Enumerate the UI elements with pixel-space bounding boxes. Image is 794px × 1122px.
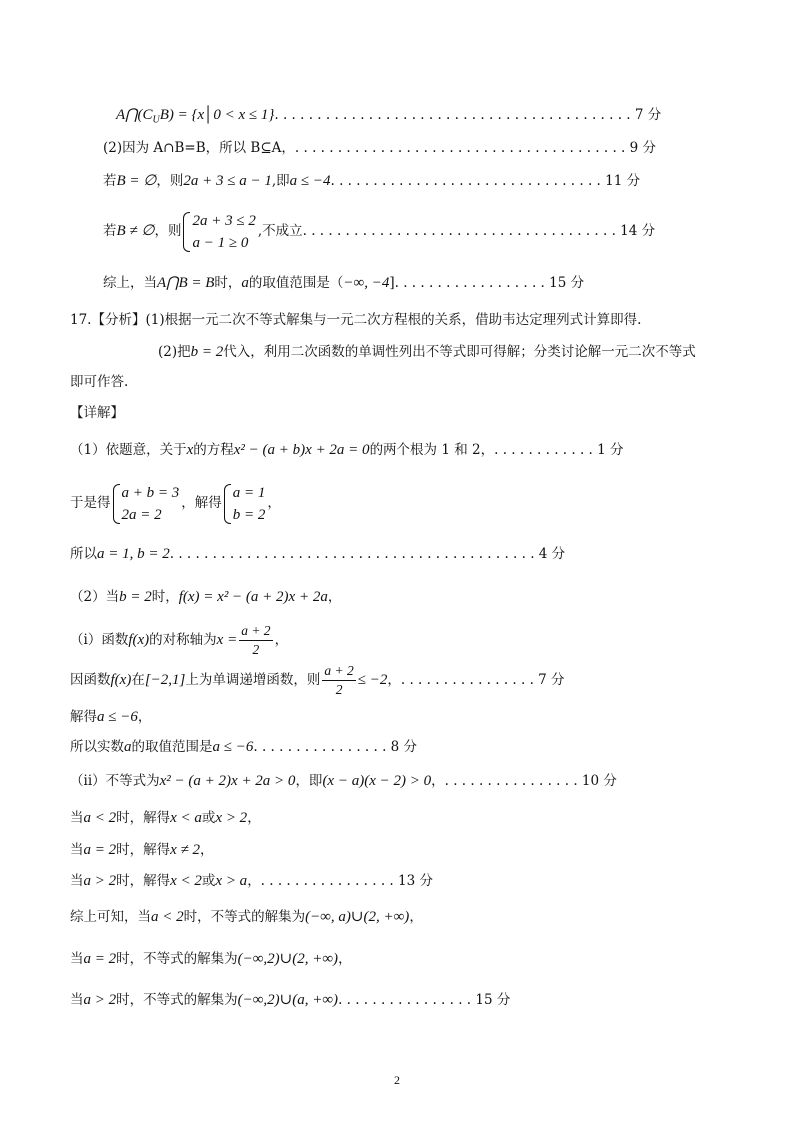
- fraction: $\frac{a + 2}{2}$: [241, 623, 271, 657]
- line-summary-case-1: 综上可知，当a < 2时，不等式的解集为(−∞, a)∪(2, +∞)，: [70, 909, 423, 925]
- heading-details: 【详解】: [70, 405, 124, 421]
- page-number: 2: [394, 1073, 400, 1087]
- line-inequality: （ii）不等式为x² − (a + 2)x + 2a > 0，即(x − a)(x − 2) > 0，. . . . . . . . . . . . . . . . 10 分: [70, 773, 617, 789]
- line-solve-a: 解得a ≤ −6，: [70, 709, 152, 725]
- line-q17-analysis: 17.【分析】(1)根据一元二次不等式解集与一元二次方程根的关系，借助韦达定理列式计算即得.: [70, 312, 642, 328]
- line-case-a-eq-2: 当a = 2时，解得x ≠ 2，: [70, 842, 214, 858]
- inequality-system: 2a + 3 ≤ 2 a − 1 ≥ 0: [183, 210, 255, 254]
- line-case-a-lt-2: 当a < 2时，解得x < a或x > 2，: [70, 810, 261, 826]
- line-summary-case-2: 当a = 2时，不等式的解集为(−∞,2)∪(2, +∞)，: [70, 951, 352, 967]
- line-range-a: 所以实数a的取值范围是a ≤ −6. . . . . . . . . . . . . . . . 8 分: [70, 739, 418, 755]
- line-q17-analysis-2: (2)把b = 2代入，利用二次函数的单调性列出不等式即可得解；分类讨论解一元二次不等式: [158, 344, 696, 360]
- equation-system: a + b = 3 2a = 2: [113, 482, 180, 526]
- line-case-a-gt-2: 当a > 2时，解得x < 2或x > a，. . . . . . . . . . . . . . . . 13 分: [70, 873, 433, 889]
- solution-system: a = 1 b = 2: [224, 482, 266, 526]
- line-summary-range: 综上，当A⋂B = B时，a的取值范围是（−∞, −4]. . . . . . . . . . . . . . . . . . 15 分: [103, 275, 585, 291]
- line-part2-subset: (2)因为 A∩B=B，所以 B⊆A，. . . . . . . . . . . . . . . . . . . . . . . . . . . . . . . . . . . . . . . 9 分: [103, 140, 656, 156]
- line-set-complement: $A⋂(C_UB)$ = {x│0 < x ≤ 1}. . . . . . . . . . . . . . . . . . . . . . . . . . . . . . . . . . . . . . . . . . 7 分: [116, 107, 662, 126]
- line-q17-analysis-3: 即可作答.: [70, 374, 129, 390]
- line-monotone-condition: 因函数f(x)在[−2,1]上为单调递增函数，则 $\frac{a + 2}{2}$ ≤ −2，. . . . . . . . . . . . . . . . 7 分: [70, 663, 565, 697]
- line-part2-function: （2）当b = 2时，f(x) = x² − (a + 2)x + 2a，: [70, 589, 342, 605]
- line-symmetry-axis: （i）函数f(x)的对称轴为x = $\frac{a + 2}{2}$ ，: [70, 623, 289, 657]
- line-part1-system: 于是得 a + b = 3 2a = 2 ，解得 a = 1 b = 2 ，: [70, 478, 281, 528]
- line-part1-roots: （1）依题意，关于x的方程x² − (a + b)x + 2a = 0的两个根为 1 和 2，. . . . . . . . . . . . 1 分: [70, 442, 624, 458]
- line-b-empty: 若B = ∅，则2a + 3 ≤ a − 1,即a ≤ −4. . . . . . . . . . . . . . . . . . . . . . . . . . . . . . . . 11 分: [103, 173, 641, 189]
- line-summary-case-3: 当a > 2时，不等式的解集为(−∞,2)∪(a, +∞). . . . . . . . . . . . . . . . 15 分: [70, 992, 511, 1008]
- line-part1-result: 所以a = 1, b = 2. . . . . . . . . . . . . . . . . . . . . . . . . . . . . . . . . . . . . . . . . . . 4 分: [70, 546, 566, 562]
- line-b-nonempty: 若B ≠ ∅，则 2a + 3 ≤ 2 a − 1 ≥ 0 ,不成立. . . . . . . . . . . . . . . . . . . . . . . . . . . . . . . . . . . . . 14 分: [103, 208, 655, 254]
- fraction: $\frac{a + 2}{2}$: [324, 663, 354, 697]
